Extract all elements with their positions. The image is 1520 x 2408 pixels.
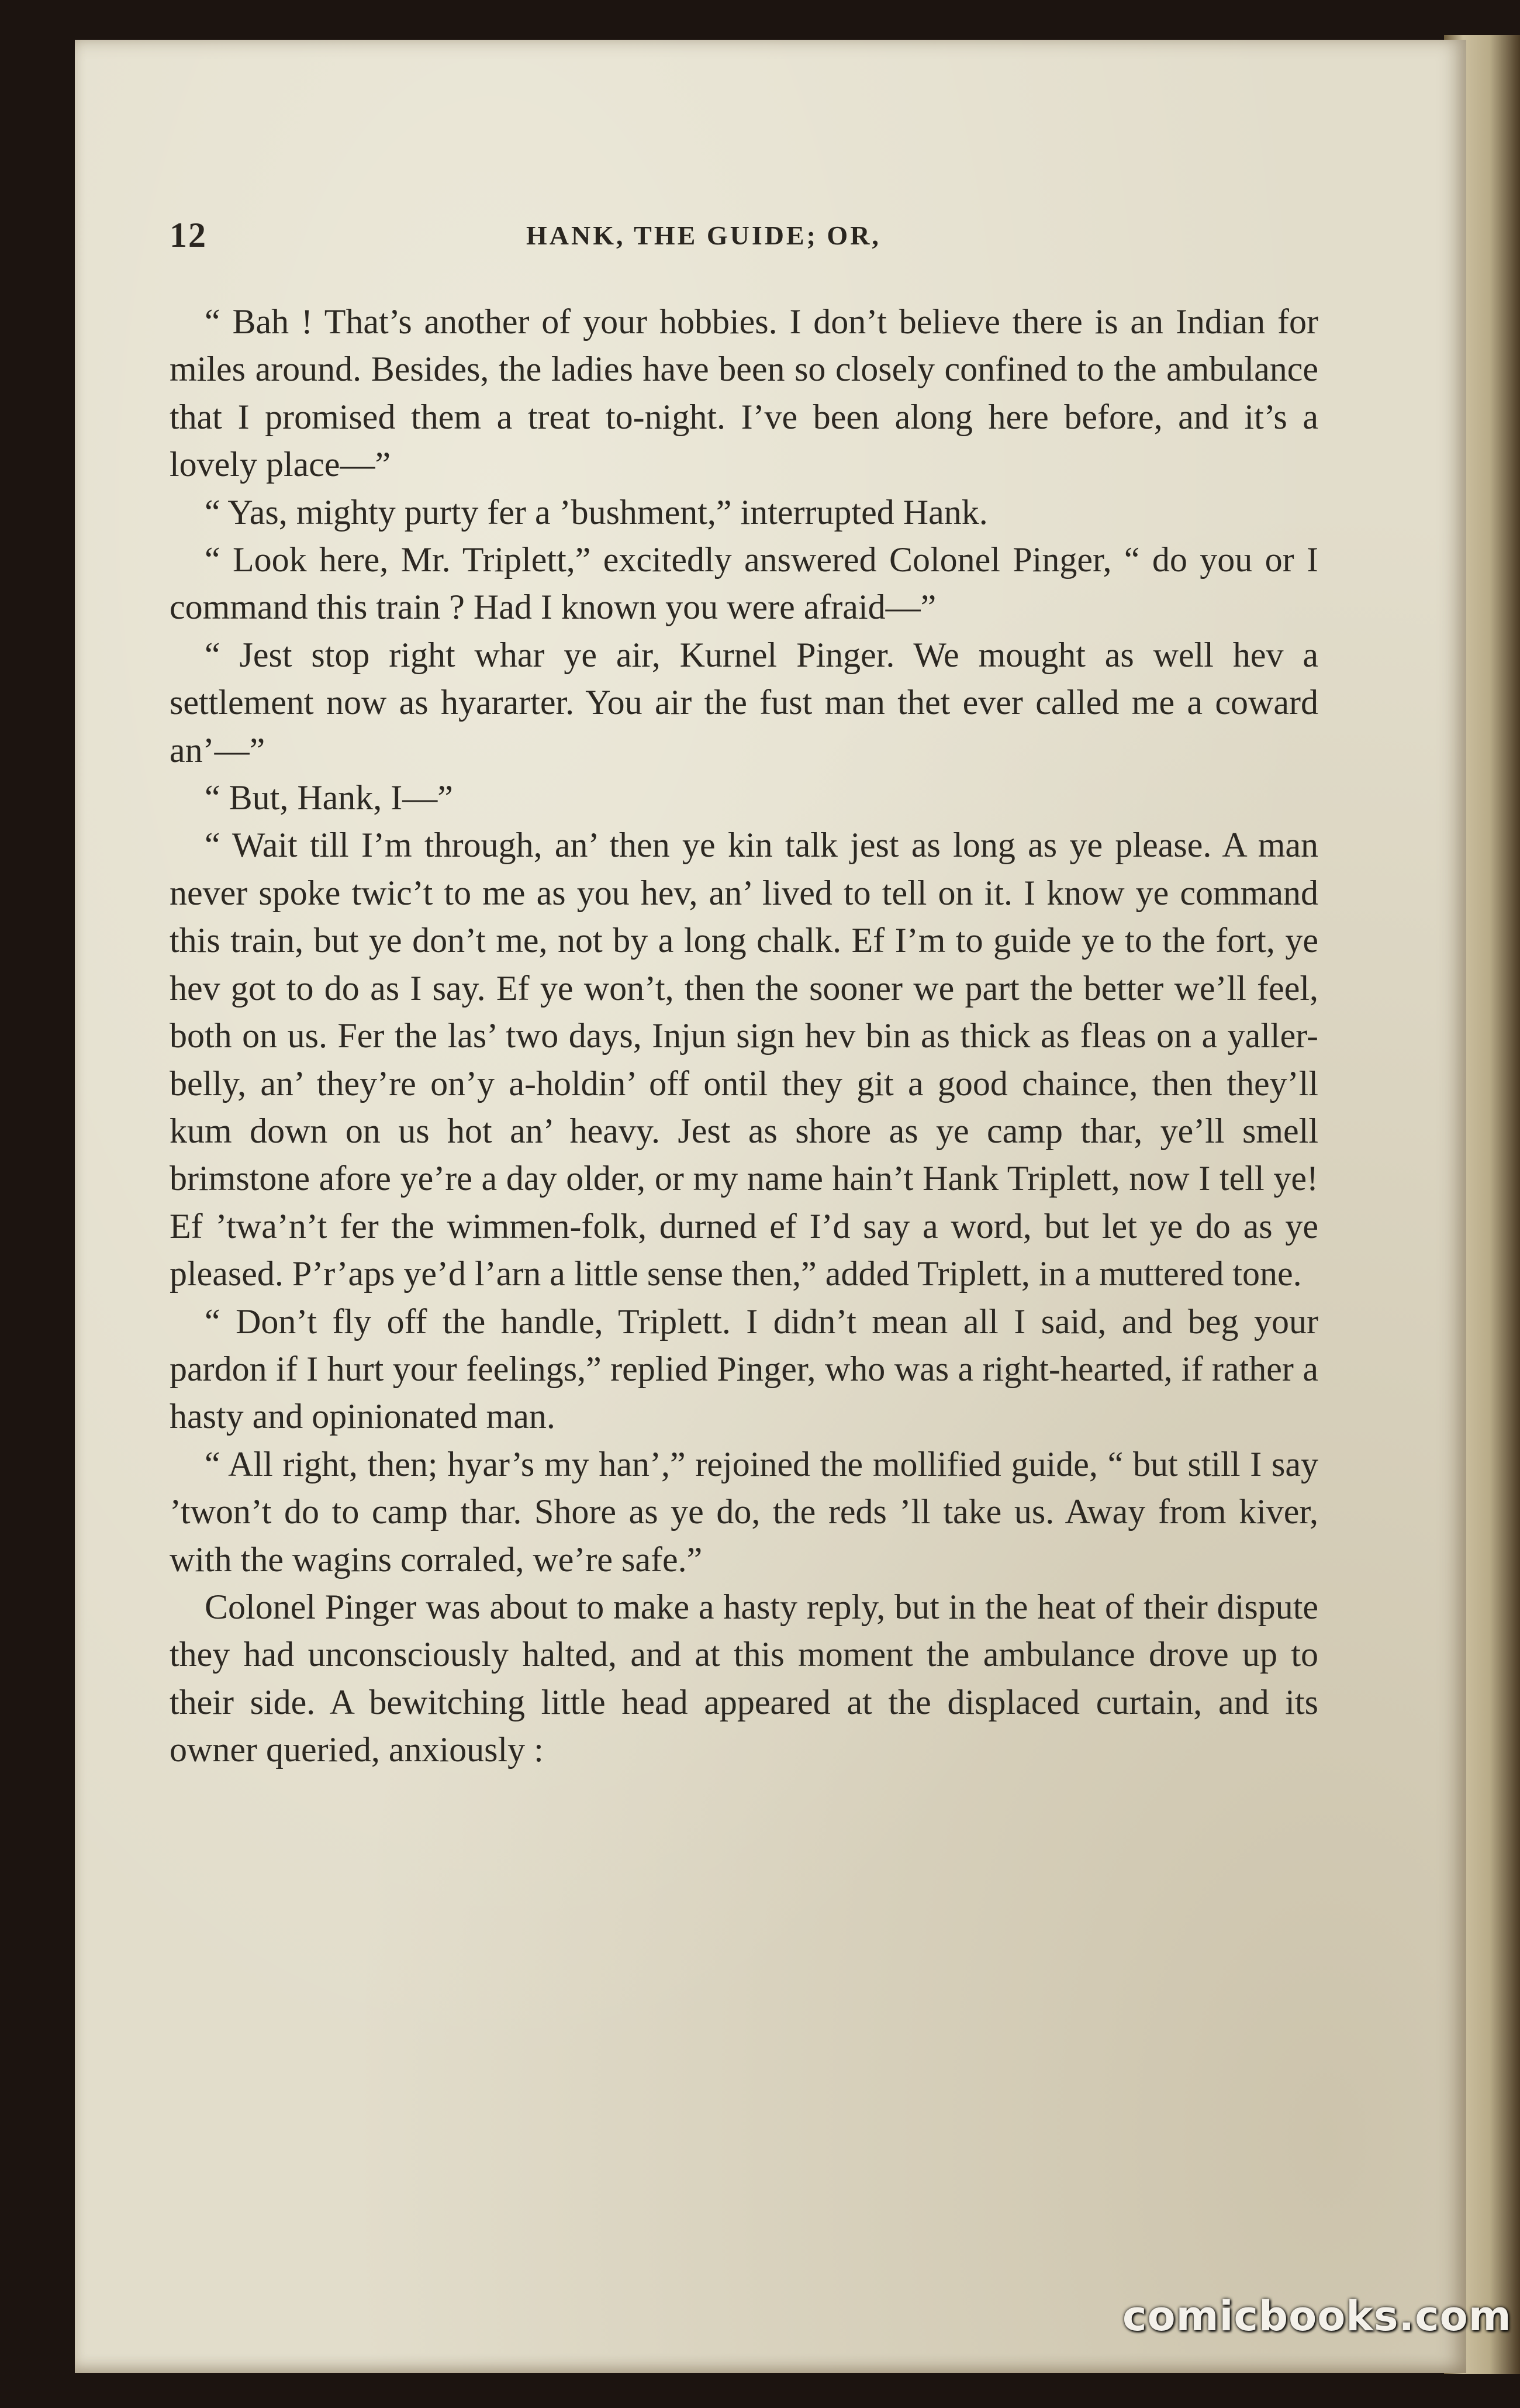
- paragraph: “ Look here, Mr. Triplett,” excitedly answered Colonel Pinger, “ do you or I command this train ? Had I known you were afraid—”: [170, 540, 1318, 627]
- paragraph: “ Don’t fly off the handle, Triplett. I didn’t mean all I said, and beg your pardon if I hurt your feelings,” replied Pinger, who was a right-hearted, if rather a hasty and opinionated man.: [170, 1302, 1318, 1436]
- paragraph: Colonel Pinger was about to make a hasty reply, but in the heat of their dispute they had unconsciously halted, and at this moment the ambulance drove up to their side. A bewitching little head appeared at the displaced curtain, and its owner queried, anxiously :: [170, 1587, 1318, 1769]
- paragraph: “ Yas, mighty purty fer a ’bushment,” interrupted Hank.: [205, 492, 988, 532]
- paragraph: “ Jest stop right whar ye air, Kurnel Pinger. We mought as well hev a settlement now as hyararter. You air the fust man thet ever called me a coward an’—”: [170, 635, 1318, 770]
- page-number: 12: [170, 216, 207, 254]
- page-text: [170, 298, 1318, 1774]
- paragraph: “ All right, then; hyar’s my han’,” rejoined the mollified guide, “ but still I say ’twon’t do to camp thar. Shore as ye do, the reds ’ll take us. Away from kiver, with the wagins corraled, we’re safe.”: [170, 1444, 1318, 1579]
- running-title: HANK, THE GUIDE; OR,: [526, 220, 881, 250]
- paragraph: “ Bah ! That’s another of your hobbies. I don’t believe there is an Indian for miles around. Besides, the ladies have been so closely confined to the ambulance that I promised them a treat to-night. I’ve been along here before, and it’s a lovely place—”: [170, 302, 1318, 484]
- paragraph: “ Wait till I’m through, an’ then ye kin talk jest as long as ye please. A man never spoke twic’t to me as you hev, an’ lived to tell on it. I know ye command this train, but ye don’t me, not by a long chalk. Ef I’m to guide ye to the fort, ye hev got to do as I say. Ef ye won’t, then the sooner we part the better we’ll feel, both on us. Fer the las’ two days, Injun sign hev bin as thick as fleas on a yaller-belly, an’ they’re on’y a-holdin’ off ontil they git a good chaince, then they’ll kum down on us hot an’ heavy. Jest as shore as ye camp thar, ye’ll smell brimstone afore ye’re a day older, or my name hain’t Hank Triplett, now I tell ye! Ef ’twa’n’t fer the wimmen-folk, durned ef I’d say a word, but let ye do as ye pleased. P’r’aps ye’d l’arn a little sense then,” added Triplett, in a muttered tone.: [170, 826, 1318, 1293]
- watermark: comicbooks.com: [1122, 2292, 1512, 2340]
- page-header: [170, 215, 1327, 256]
- paragraph: “ But, Hank, I—”: [205, 778, 453, 817]
